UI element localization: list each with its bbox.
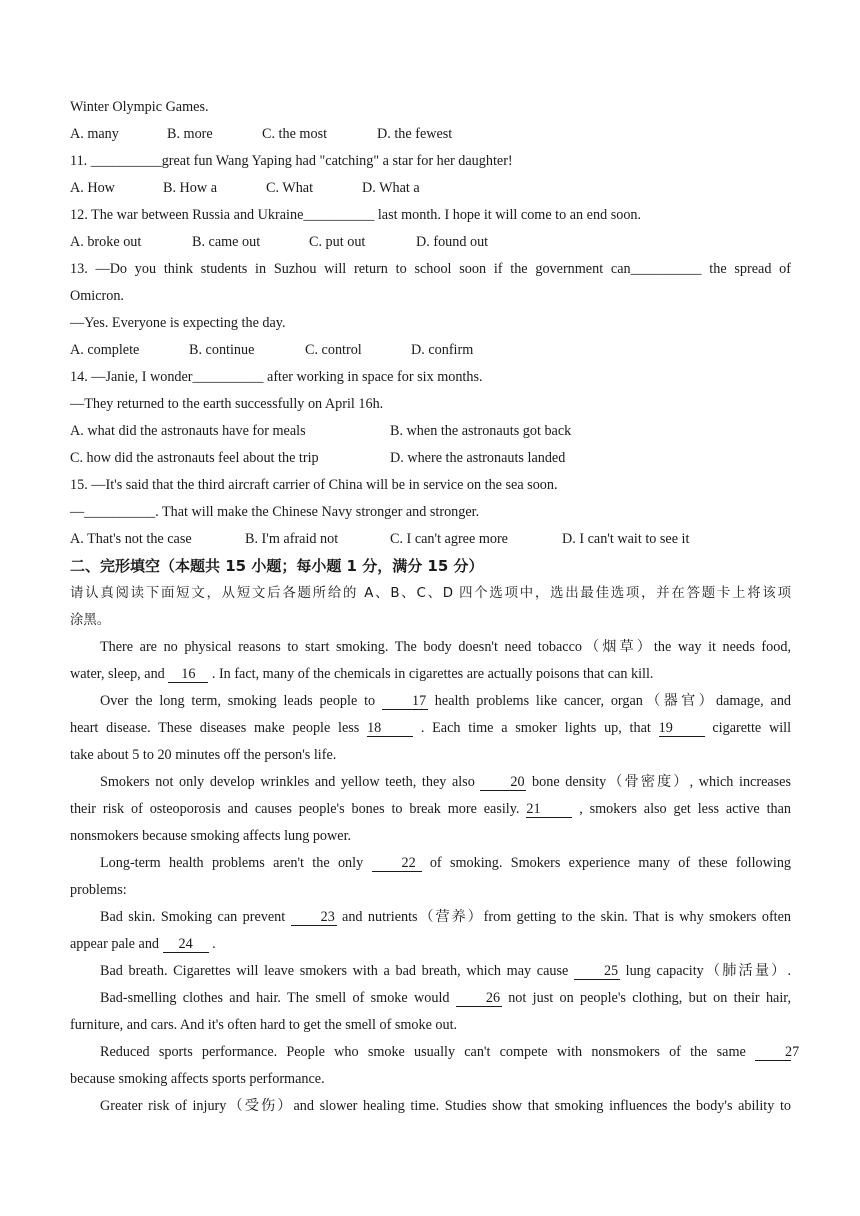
passage-paragraph-3: Smokers not only develop wrinkles and yellow teeth, they also 20 bone density（骨密度）, which increases — [100, 774, 792, 790]
question-14-reply: —They returned to the earth successfully on April 16h. — [70, 396, 384, 412]
question-13-stem: 13. —Do you think students in Suzhou will return to school soon if the government can__________ the spread of — [70, 261, 791, 277]
question-14-stem: 14. —Janie, I wonder__________ after working in space for six months. — [70, 369, 483, 385]
question-11-option-c: C. What — [266, 180, 314, 196]
blank-24: 24 — [163, 937, 209, 953]
blank-18: 18 — [367, 721, 413, 737]
question-11-option-d: D. What a — [362, 180, 420, 196]
question-14-option-b: B. when the astronauts got back — [390, 423, 572, 439]
passage-paragraph-5-end: appear pale and 24 . — [70, 936, 216, 952]
question-10-option-b: B. more — [167, 126, 213, 142]
section-2-instruction: 请认真阅读下面短文，从短文后各题所给的 A、B、C、D 四个选项中，选出最佳选项，并在答题卡上将该项 — [70, 586, 791, 601]
question-13-stem-end: Omicron. — [70, 288, 124, 304]
passage-paragraph-8-end: because smoking affects sports performance. — [70, 1071, 325, 1087]
question-10-stem-end: Winter Olympic Games. — [70, 99, 209, 115]
blank-17: 17 — [382, 694, 428, 710]
blank-22: 22 — [372, 856, 422, 872]
blank-25: 25 — [574, 964, 620, 980]
question-10-option-c: C. the most — [262, 126, 328, 142]
question-12-option-d: D. found out — [416, 234, 489, 250]
question-15-option-d: D. I can't wait to see it — [562, 531, 690, 547]
question-13-option-a: A. complete — [70, 342, 140, 358]
passage-paragraph-5: Bad skin. Smoking can prevent 23 and nutrients（营养）from getting to the skin. That is why smokers often — [100, 909, 791, 925]
passage-paragraph-8: Reduced sports performance. People who smoke usually can't compete with nonsmokers of the same 27 — [100, 1044, 800, 1060]
question-14-option-c: C. how did the astronauts feel about the trip — [70, 450, 319, 466]
question-15-option-b: B. I'm afraid not — [245, 531, 339, 547]
passage-paragraph-7: Bad-smelling clothes and hair. The smell of smoke would 26 not just on people's clothing, but on their hair, — [100, 990, 791, 1006]
passage-paragraph-1-end: water, sleep, and 16 . In fact, many of the chemicals in cigarettes are actually poisons that can kill. — [70, 666, 654, 682]
passage-paragraph-4: Long-term health problems aren't the only 22 of smoking. Smokers experience many of these following — [100, 855, 792, 871]
passage-paragraph-6: Bad breath. Cigarettes will leave smokers with a bad breath, which may cause 25 lung capacity（肺活量）. — [100, 963, 791, 979]
question-11-stem: 11. __________great fun Wang Yaping had "catching" a star for her daughter! — [70, 153, 513, 169]
question-13-reply: —Yes. Everyone is expecting the day. — [70, 315, 286, 331]
blank-19: 19 — [659, 721, 705, 737]
question-11-option-a: A. How — [70, 180, 115, 196]
question-15-options — [70, 526, 791, 553]
passage-paragraph-4-end: problems: — [70, 882, 127, 898]
blank-27: 27 — [755, 1045, 791, 1061]
question-13-option-b: B. continue — [189, 342, 255, 358]
question-14-options-row1 — [70, 418, 791, 445]
document-page — [70, 94, 800, 1120]
question-14-option-d: D. where the astronauts landed — [390, 450, 566, 466]
question-13-options — [70, 337, 791, 364]
question-13-option-d: D. confirm — [411, 342, 474, 358]
question-12-options — [70, 229, 791, 256]
question-15-option-c: C. I can't agree more — [390, 531, 508, 547]
passage-paragraph-2: Over the long term, smoking leads people to 17 health problems like cancer, organ（器官）damage, and — [100, 693, 792, 709]
question-14-option-a: A. what did the astronauts have for meals — [70, 423, 306, 439]
question-10-option-d: D. the fewest — [377, 126, 453, 142]
question-12-stem: 12. The war between Russia and Ukraine__________ last month. I hope it will come to an end soon. — [70, 207, 642, 223]
passage-paragraph-2-line-2: heart disease. These diseases make people less 18 . Each time a smoker lights up, that 19 cigarette will — [70, 720, 792, 736]
passage-paragraph-2-end: take about 5 to 20 minutes off the person's life. — [70, 747, 337, 763]
passage-paragraph-1: There are no physical reasons to start smoking. The body doesn't need tobacco（烟草）the way it needs food, — [100, 639, 791, 655]
question-12-option-c: C. put out — [309, 234, 366, 250]
question-10-option-a: A. many — [70, 126, 119, 142]
question-15-option-a: A. That's not the case — [70, 531, 192, 547]
blank-16: 16 — [168, 667, 208, 683]
blank-26: 26 — [456, 991, 502, 1007]
question-12-option-b: B. came out — [192, 234, 261, 250]
question-15-reply: —__________. That will make the Chinese Navy stronger and stronger. — [70, 504, 480, 520]
blank-20: 20 — [480, 775, 526, 791]
question-10-options — [70, 121, 791, 148]
question-14-options-row2 — [70, 445, 791, 472]
passage-paragraph-3-end: nonsmokers because smoking affects lung power. — [70, 828, 352, 844]
question-13-option-c: C. control — [305, 342, 362, 358]
question-15-stem: 15. —It's said that the third aircraft carrier of China will be in service on the sea soon. — [70, 477, 558, 493]
section-2-instruction-end: 涂黑。 — [70, 613, 111, 628]
blank-23: 23 — [291, 910, 337, 926]
passage-paragraph-3-line-2: their risk of osteoporosis and causes people's bones to break more easily. 21 , smokers also get less active than — [70, 801, 792, 817]
blank-21: 21 — [526, 802, 572, 818]
section-2-heading: 二、完形填空（本题共 15 小题；每小题 1 分，满分 15 分） — [70, 557, 484, 575]
question-12-option-a: A. broke out — [70, 234, 142, 250]
passage-paragraph-7-end: furniture, and cars. And it's often hard to get the smell of smoke out. — [70, 1017, 458, 1033]
question-11-option-b: B. How a — [163, 180, 217, 196]
passage-paragraph-9: Greater risk of injury（受伤）and slower healing time. Studies show that smoking influences the body's ability to — [100, 1098, 791, 1114]
question-11-options — [70, 175, 791, 202]
